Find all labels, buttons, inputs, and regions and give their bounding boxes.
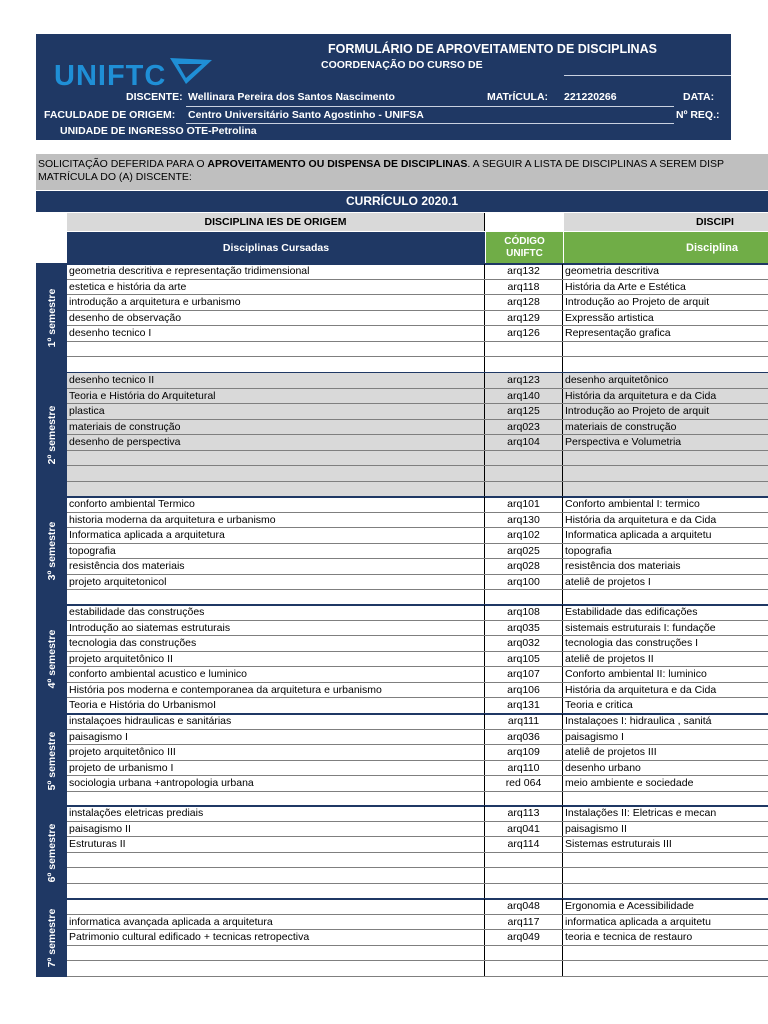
semester-label (36, 605, 67, 714)
origem-cell: informatica avançada aplicada a arquitetura (67, 915, 485, 930)
origem-cell: resistência dos materiais (67, 559, 485, 574)
codigo-cell: arq106 (485, 683, 563, 698)
origem-cell (67, 884, 485, 899)
origem-group-header: DISCIPLINA IES DE ORIGEM (67, 213, 485, 231)
semester-label (36, 264, 67, 373)
codigo-group-header (485, 213, 563, 231)
origem-cell (67, 466, 485, 481)
table-row (67, 404, 768, 420)
origem-cell: paisagismo I (67, 730, 485, 745)
origem-cell (67, 792, 485, 807)
destino-cell: sistemais estruturais I: fundaçõe (565, 621, 716, 634)
notice-line2: MATRÍCULA DO (A) DISCENTE: (38, 171, 192, 183)
codigo-cell: arq036 (485, 730, 563, 745)
destino-cell: Instalações II: Eletricas e mecan (565, 807, 717, 819)
table-row (67, 605, 768, 621)
origem-cell (67, 868, 485, 883)
destino-cell: ateliê de projetos III (565, 746, 657, 758)
table-row (67, 806, 768, 822)
origem-cell (67, 590, 485, 605)
table-row (67, 745, 768, 761)
codigo-cell: arq107 (485, 667, 563, 682)
origem-cell (67, 482, 485, 497)
origem-cell: Informatica aplicada a arquitetura (67, 528, 485, 543)
cursadas-header: Disciplinas Cursadas (67, 232, 485, 264)
codigo-cell: arq128 (485, 295, 563, 310)
table-row (67, 868, 768, 884)
destino-cell: Estabilidade das edificações (565, 606, 698, 618)
destino-cell: paisagismo II (565, 822, 627, 835)
destino-cell: paisagismo I (565, 730, 624, 743)
table-row (67, 435, 768, 451)
codigo-cell: arq101 (485, 497, 563, 512)
codigo-cell (485, 482, 563, 497)
table-row (67, 497, 768, 513)
destino-cell (563, 451, 768, 466)
semester-group (36, 806, 768, 899)
faculdade-value: Centro Universitário Santo Agostinho - UNIFSA (188, 109, 424, 121)
semester-label-text: 6º semestre (45, 823, 58, 882)
codigo-cell: arq102 (485, 528, 563, 543)
table-row (67, 683, 768, 699)
table-row (67, 420, 768, 436)
origem-cell: desenho de observação (67, 311, 485, 326)
semester-group (36, 264, 768, 373)
origem-cell: historia moderna da arquitetura e urbanismo (67, 513, 485, 528)
destino-cell: teoria e tecnica de restauro (565, 931, 693, 943)
origem-cell: Teoria e História do UrbanismoI (67, 698, 485, 713)
destino-cell (563, 466, 768, 481)
codigo-cell: arq049 (485, 930, 563, 945)
origem-cell: desenho tecnico I (67, 326, 485, 341)
destino-cell: Sistemas estruturais III (565, 838, 672, 850)
destino-cell: Instalaçoes I: hidraulica , sanitá (565, 715, 712, 727)
origem-cell: topografia (67, 544, 485, 559)
destino-cell: Expressão artistica (565, 311, 654, 324)
notice-line1-post: . A SEGUIR A LISTA DE DISCIPLINAS A SEREM DISP (467, 158, 724, 170)
destino-cell: Perspectiva e Volumetria (565, 436, 682, 448)
codigo-cell (485, 451, 563, 466)
codigo-cell (485, 357, 563, 372)
codigo-cell (485, 961, 563, 976)
origem-cell (67, 946, 485, 961)
codigo-cell (485, 792, 563, 807)
destino-cell (563, 853, 768, 868)
notice-line1-pre: SOLICITAÇÃO DEFERIDA PARA O (38, 158, 208, 170)
table-row (67, 961, 768, 977)
origem-cell: sociologia urbana +antropologia urbana (67, 776, 485, 791)
destino-cell: desenho arquitetônico (565, 374, 669, 386)
origem-cell: materiais de construção (67, 420, 485, 435)
table-row (67, 714, 768, 730)
codigo-cell (485, 868, 563, 883)
origem-cell: desenho tecnico II (67, 373, 485, 388)
codigo-cell: arq114 (485, 837, 563, 852)
table-row (67, 837, 768, 853)
origem-cell (67, 853, 485, 868)
codigo-cell: arq129 (485, 311, 563, 326)
discente-label: DISCENTE: (126, 91, 183, 103)
faculdade-line (186, 123, 674, 124)
table-row (67, 899, 768, 915)
form-title: FORMULÁRIO DE APROVEITAMENTO DE DISCIPLINAS (328, 42, 657, 56)
table-row (67, 451, 768, 467)
semester-group (36, 714, 768, 807)
origem-cell: desenho de perspectiva (67, 435, 485, 450)
destino-cell: tecnologia das construções I (565, 637, 699, 649)
table-row (67, 544, 768, 560)
origem-cell: geometria descritiva e representação tridimensional (67, 264, 485, 279)
destino-cell (563, 342, 768, 357)
semester-group (36, 605, 768, 714)
table-row (67, 280, 768, 296)
semester-label-text: 1º semestre (45, 288, 58, 348)
destino-cell (563, 792, 768, 807)
destino-cell: Conforto ambiental II: luminico (565, 668, 707, 680)
destino-cell: Informatica aplicada a arquitetu (565, 529, 712, 541)
semester-group (36, 373, 768, 497)
table-row (67, 853, 768, 869)
origem-cell: estabilidade das construções (67, 605, 485, 620)
codigo-cell (485, 342, 563, 357)
destino-cell (563, 590, 768, 605)
semester-group (36, 497, 768, 606)
table-row (67, 342, 768, 358)
codigo-cell: arq023 (485, 420, 563, 435)
semester-label (36, 373, 67, 497)
table-row (67, 513, 768, 529)
unidade-label: UNIDADE DE INGRESSO OTE-Petrolina (60, 125, 257, 137)
origem-cell (67, 451, 485, 466)
destino-cell (563, 884, 768, 899)
semester-label-text: 4º semestre (45, 629, 58, 689)
table-row (67, 373, 768, 389)
origem-cell: instalaçoes hidraulicas e sanitárias (67, 714, 485, 729)
table-row (67, 930, 768, 946)
semester-label-text: 3º semestre (45, 521, 58, 581)
table-row (67, 761, 768, 777)
codigo-cell: arq035 (485, 621, 563, 636)
origem-cell: paisagismo II (67, 822, 485, 837)
table-row (67, 466, 768, 482)
origem-cell: Estruturas II (67, 837, 485, 852)
table-row (67, 326, 768, 342)
disciplina-header: Disciplina (564, 232, 768, 264)
destino-cell: Introdução ao Projeto de arquit (565, 405, 710, 417)
codigo-cell: arq048 (485, 899, 563, 914)
destino-cell: Representação grafica (565, 327, 671, 339)
uniftc-logo (54, 56, 204, 96)
codigo-cell: arq125 (485, 404, 563, 419)
origem-cell: Introdução ao siatemas estruturais (67, 621, 485, 636)
coordenacao-line (564, 75, 731, 76)
table-row (67, 575, 768, 591)
codigo-cell: arq126 (485, 326, 563, 341)
origem-cell: projeto de urbanismo I (67, 761, 485, 776)
destino-cell: meio ambiente e sociedade (565, 777, 694, 789)
destino-cell (563, 482, 768, 497)
codigo-cell: arq100 (485, 575, 563, 590)
codigo-header-line1: CÓDIGO (504, 236, 545, 247)
origem-cell: tecnologia das construções (67, 636, 485, 651)
destino-cell: Conforto ambiental I: termico (565, 498, 700, 510)
faculdade-label: FACULDADE DE ORIGEM: (44, 109, 176, 121)
table-row (67, 730, 768, 746)
destino-cell: geometria descritiva (565, 265, 659, 277)
codigo-cell: arq104 (485, 435, 563, 450)
logo-swoosh-icon (164, 56, 214, 86)
semester-label (36, 806, 67, 899)
discente-value: Wellinara Pereira dos Santos Nascimento (188, 91, 395, 103)
codigo-cell: arq113 (485, 806, 563, 821)
table-row (67, 621, 768, 637)
table-row (67, 946, 768, 962)
origem-cell: projeto arquitetônico III (67, 745, 485, 760)
table-row (67, 311, 768, 327)
table-row (67, 667, 768, 683)
origem-cell: conforto ambiental acustico e luminico (67, 667, 485, 682)
codigo-cell: arq140 (485, 389, 563, 404)
codigo-cell: arq109 (485, 745, 563, 760)
destino-cell: informatica aplicada a arquitetu (565, 915, 711, 928)
origem-cell: Teoria e História do Arquitetural (67, 389, 485, 404)
semester-group (36, 899, 768, 977)
table-row (67, 915, 768, 931)
codigo-cell (485, 884, 563, 899)
origem-cell: plastica (67, 404, 485, 419)
destino-group-header: DISCIPI (564, 213, 768, 231)
destino-cell: topografia (565, 544, 612, 557)
codigo-cell: arq118 (485, 280, 563, 295)
origem-cell (67, 342, 485, 357)
codigo-cell (485, 853, 563, 868)
codigo-header-line2: UNIFTC (506, 248, 543, 259)
form-header (36, 34, 731, 140)
table-row (67, 652, 768, 668)
semester-label (36, 714, 67, 807)
semester-label-text: 7º semestre (45, 908, 58, 968)
codigo-cell: arq108 (485, 605, 563, 620)
destino-cell: resistência dos materiais (565, 560, 681, 572)
destino-cell: Ergonomia e Acessibilidade (565, 900, 694, 912)
curriculo-title: CURRÍCULO 2020.1 (36, 191, 768, 212)
origem-cell: projeto arquitetonicol (67, 575, 485, 590)
table-row (67, 264, 768, 280)
semester-label-text: 2º semestre (45, 405, 58, 465)
semester-label (36, 899, 67, 977)
table-row (67, 698, 768, 714)
table-row (67, 776, 768, 792)
codigo-cell: red 064 (485, 776, 563, 791)
destino-cell: História da Arte e Estética (565, 280, 686, 293)
destino-cell (563, 961, 768, 976)
codigo-cell: arq028 (485, 559, 563, 574)
origem-cell (67, 899, 485, 914)
destino-cell: ateliê de projetos II (565, 652, 654, 665)
codigo-cell: arq041 (485, 822, 563, 837)
codigo-cell (485, 590, 563, 605)
destino-cell (563, 357, 768, 372)
destino-cell (563, 868, 768, 883)
notice-text (36, 154, 768, 190)
destino-cell: materiais de construção (565, 420, 677, 433)
destino-cell: desenho urbano (565, 761, 641, 774)
codigo-cell: arq032 (485, 636, 563, 651)
codigo-cell: arq131 (485, 698, 563, 713)
origem-cell: conforto ambiental Termico (67, 497, 485, 512)
origem-cell: estetica e história da arte (67, 280, 485, 295)
matricula-value: 221220266 (564, 91, 617, 103)
semester-label (36, 497, 67, 606)
destino-cell: Teoria e critica (565, 699, 633, 711)
logo-text: UNIFTC (54, 60, 167, 92)
codigo-header (486, 232, 563, 264)
codigo-cell: arq111 (485, 714, 563, 729)
destino-cell: História da arquitetura e da Cida (565, 389, 717, 402)
table-row (67, 389, 768, 405)
table-row (67, 822, 768, 838)
table-row (67, 559, 768, 575)
nreq-label: Nº REQ.: (676, 109, 720, 121)
codigo-cell: arq105 (485, 652, 563, 667)
table-row (67, 295, 768, 311)
codigo-cell (485, 946, 563, 961)
destino-cell: História da arquitetura e da Cida (565, 683, 717, 696)
semester-label-text: 5º semestre (45, 731, 58, 790)
table-row (67, 357, 768, 373)
form-subtitle: COORDENAÇÃO DO CURSO DE (321, 59, 483, 71)
origem-cell: Patrimonio cultural edificado + tecnicas retropectiva (67, 930, 485, 945)
origem-cell: História pos moderna e contemporanea da arquitetura e urbanismo (67, 683, 485, 698)
discente-line (186, 106, 674, 107)
codigo-cell: arq130 (485, 513, 563, 528)
destino-cell: Introdução ao Projeto de arquit (565, 296, 710, 308)
data-label: DATA: (683, 91, 715, 103)
codigo-cell: arq025 (485, 544, 563, 559)
codigo-cell: arq110 (485, 761, 563, 776)
table-row (67, 528, 768, 544)
matricula-label: MATrÍCULA: (487, 91, 549, 103)
codigo-cell: arq132 (485, 264, 563, 279)
origem-cell: projeto arquitetônico II (67, 652, 485, 667)
origem-cell: introdução a arquitetura e urbanismo (67, 295, 485, 310)
destino-cell (563, 946, 768, 961)
notice-line1-bold: APROVEITAMENTO OU DISPENSA DE DISCIPLINAS (207, 158, 468, 170)
table-row (67, 482, 768, 498)
origem-cell: instalações eletricas prediais (67, 806, 485, 821)
codigo-cell (485, 466, 563, 481)
codigo-cell: arq123 (485, 373, 563, 388)
origem-cell (67, 961, 485, 976)
destino-cell: História da arquitetura e da Cida (565, 513, 717, 526)
table-row (67, 636, 768, 652)
table-row (67, 884, 768, 900)
destino-cell: ateliê de projetos I (565, 575, 651, 588)
origem-cell (67, 357, 485, 372)
codigo-cell: arq117 (485, 915, 563, 930)
